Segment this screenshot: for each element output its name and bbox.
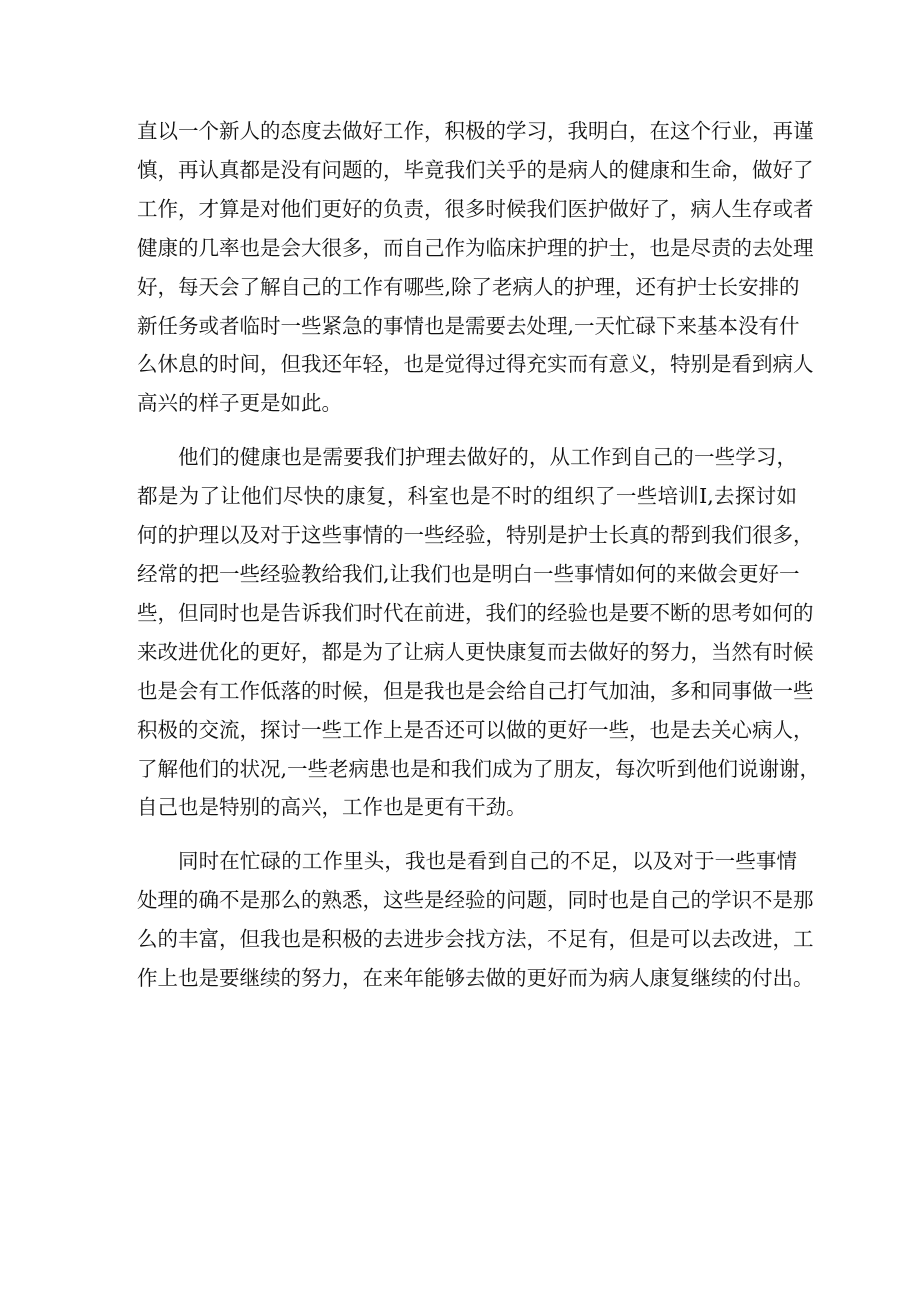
text-line: 同时在忙碌的工作里头，我也是看到自己的不足，以及对于一些事情 <box>178 849 797 874</box>
paragraph-2 <box>137 438 821 827</box>
text-line: 些，但同时也是告诉我们时代在前进，我们的经验也是要不断的思考如何的 <box>137 600 814 625</box>
text-line: 么的丰富，但我也是积极的去进步会找方法，不足有，但是可以去改进，工 <box>137 927 814 952</box>
text-line: 何的护理以及对于这些事情的一些经验，特别是护士长真的帮到我们很多， <box>137 523 814 548</box>
text-line: 作上也是要继续的努力，在来年能够去做的更好而为病人康复继续的付出。 <box>137 966 814 991</box>
text-line: 么休息的时间，但我还年轻，也是觉得过得充实而有意义，特别是看到病人 <box>137 352 814 377</box>
text-line: 工作，才算是对他们更好的负责，很多时候我们医护做好了，病人生存或者 <box>137 196 814 221</box>
text-line: 高兴的样子更是如此。 <box>137 391 342 416</box>
text-line: 都是为了让他们尽快的康复，科室也是不时的组织了一些培训I,去探讨如 <box>137 484 797 509</box>
text-line: 他们的健康也是需要我们护理去做好的，从工作到自己的一些学习， <box>178 445 797 470</box>
paragraph-1 <box>137 112 814 423</box>
text-line: 也是会有工作低落的时候，但是我也是会给自己打气加油，多和同事做一些 <box>137 678 814 703</box>
text-line: 健康的几率也是会大很多，而自己作为临床护理的护士，也是尽责的去处理 <box>137 235 814 260</box>
text-line: 自己也是特别的高兴，工作也是更有干劲。 <box>137 795 527 820</box>
text-line: 处理的确不是那么的熟悉，这些是经验的问题，同时也是自己的学识不是那 <box>137 888 814 913</box>
text-line: 了解他们的状况,一些老病患也是和我们成为了朋友，每次听到他们说谢谢， <box>137 756 821 781</box>
paragraph-3 <box>137 842 814 998</box>
text-line: 直以一个新人的态度去做好工作，积极的学习，我明白，在这个行业，再谨 <box>137 119 814 143</box>
text-line: 经常的把一些经验教给我们,让我们也是明白一些事情如何的来做会更好一 <box>137 561 800 586</box>
text-line: 新任务或者临时一些紧急的事情也是需要去处理,一天忙碌下来基本没有什 <box>137 313 800 338</box>
document-page <box>137 112 821 1013</box>
text-line: 好，每天会了解自己的工作有哪些,除了老病人的护理，还有护士长安排的 <box>137 274 800 299</box>
text-line: 来改进优化的更好，都是为了让病人更快康复而去做好的努力，当然有时候 <box>137 639 814 664</box>
text-line: 积极的交流，探讨一些工作上是否还可以做的更好一些，也是去关心病人， <box>137 717 814 742</box>
text-line: 慎，再认真都是没有问题的，毕竟我们关乎的是病人的健康和生命，做好了 <box>137 157 814 182</box>
